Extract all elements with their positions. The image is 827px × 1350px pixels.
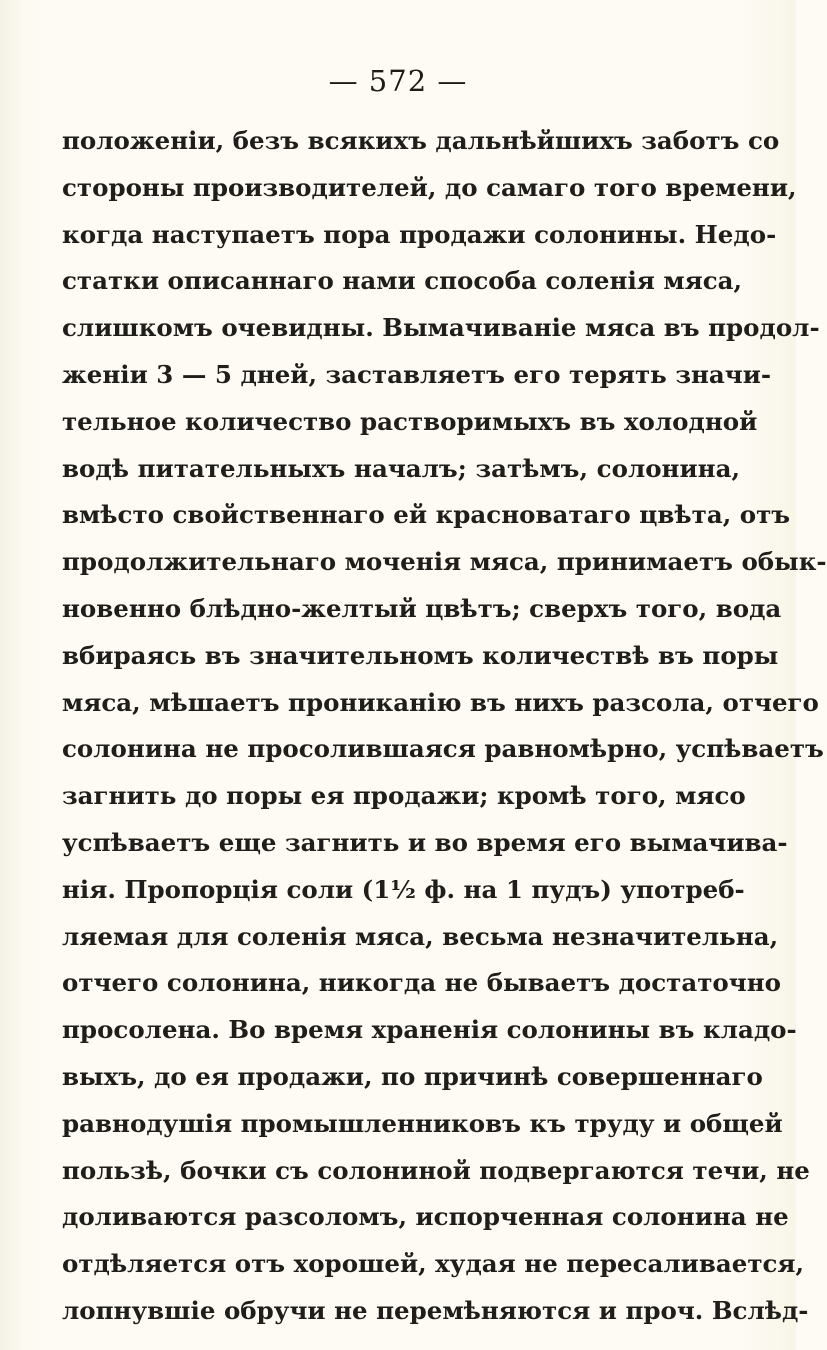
text-line: пользѣ, бочки съ солониной подвергаются течи, не xyxy=(62,1155,810,1185)
text-line: водѣ питательныхъ началъ; затѣмъ, солонина, xyxy=(62,453,740,483)
text-line: стороны производителей, до самаго того времени, xyxy=(62,172,797,202)
body-text xyxy=(62,118,827,1335)
text-line: отчего солонина, никогда не бываетъ достаточно xyxy=(62,968,781,998)
text-line: слишкомъ очевидны. Вымачиваніе мяса въ продол- xyxy=(62,313,820,343)
text-line: просолена. Во время храненія солонины въ кладо- xyxy=(62,1015,797,1045)
text-line: статки описаннаго нами способа соленія мяса, xyxy=(62,266,743,296)
text-line: солонина не просолившаяся равномѣрно, успѣваетъ xyxy=(62,734,824,764)
page-number: — 572 — xyxy=(328,64,468,98)
text-line: женіи 3 — 5 дней, заставляетъ его терять значи- xyxy=(62,359,772,389)
text-line: новенно блѣдно-желтый цвѣтъ; сверхъ того, вода xyxy=(62,593,782,623)
text-line: ляемая для соленія мяса, весьма незначительна, xyxy=(62,921,779,951)
text-line: лопнувшіе обручи не перемѣняются и проч. Вслѣд- xyxy=(62,1295,809,1325)
text-line: продолжительнаго моченія мяса, принимаетъ обык- xyxy=(62,547,827,577)
text-line: положеніи, безъ всякихъ дальнѣйшихъ заботъ со xyxy=(62,126,780,155)
text-line: загнить до поры ея продажи; кромѣ того, мясо xyxy=(62,781,746,811)
text-line: выхъ, до ея продажи, по причинѣ совершеннаго xyxy=(62,1061,763,1091)
text-line: вбираясь въ значительномъ количествѣ въ поры xyxy=(62,640,779,670)
text-line: успѣваетъ еще загнить и во время его вымачива- xyxy=(62,827,788,857)
text-line: отдѣляется отъ хорошей, худая не пересаливается, xyxy=(62,1249,805,1279)
text-line: когда наступаетъ пора продажи солонины. Недо- xyxy=(62,219,777,249)
text-line: вмѣсто свойственнаго ей красноватаго цвѣта, отъ xyxy=(62,500,791,530)
text-line: тельное количество растворимыхъ въ холодной xyxy=(62,406,758,436)
text-line: мяса, мѣшаетъ проникані​ю въ нихъ разсола, отчего xyxy=(62,687,819,717)
text-line: нія. Пропорція соли (1½ ф. на 1 пудъ) употреб- xyxy=(62,874,745,904)
text-line: доливаются разсоломъ, испорченная солонина не xyxy=(62,1202,789,1232)
text-line: равнодушія промышленниковъ къ труду и общей xyxy=(62,1108,783,1138)
